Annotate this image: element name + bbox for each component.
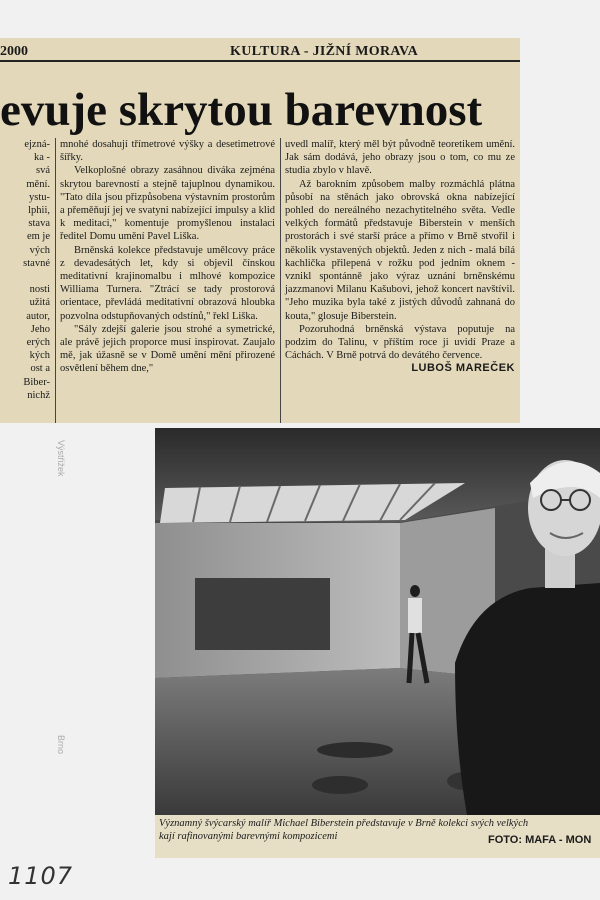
photo-credit: FOTO: MAFA - MON [488, 834, 592, 846]
paragraph: Pozoruhodná brněnská výstava poputuje na podzim do Talinu, v příštím roce ji uvidí Praze a Cáchách. V Brně potrvá do devátého července. [285, 323, 515, 362]
fragment-line: em je [26, 231, 50, 243]
column-divider [280, 138, 281, 423]
article-body [0, 138, 520, 423]
header-rule [0, 60, 520, 62]
fragment-line: nosti [29, 284, 50, 296]
fragment-line: ost a [30, 363, 50, 375]
author-byline: LUBOŠ MAREČEK [411, 362, 515, 375]
article-headline: evuje skrytou barevnost [0, 84, 483, 136]
fragment-line: kých [29, 350, 50, 362]
issue-date: 2000 [0, 44, 28, 59]
archive-stamp: Brno [56, 735, 66, 755]
fragment-line: užitá [29, 297, 50, 309]
fragment-line: lphii, [28, 205, 50, 217]
paragraph: "Sály zdejší galerie jsou strohé a symetrické, ale právě jejich proporce musí inspirovat. Zaujalo mě, jak úžasně se v Domě umění mění přirozené osvětlení během dne," [60, 323, 275, 375]
paragraph: mnohé dosahují třímetrové výšky a desetimetrové šířky. [60, 139, 275, 164]
column-right [285, 138, 515, 376]
paragraph: uvedl malíř, který měl být původně teoretikem umění. Jak sám dodává, jeho obrazy jsou o tom, co mu ze studia zbylo v hlavě. [285, 139, 515, 177]
archive-stamp: Výstřižek [56, 440, 66, 477]
fragment-line: nichž [27, 389, 50, 401]
paragraph: Velkoplošné obrazy zasáhnou diváka zejména skrytou barevností a stejně tajuplnou dynamikou. "Tato díla jsou přizpůsobena výstavním prostorům a přeměňují jej ve svatyni nabízející impulsy a klid k meditaci," komentuje promyšlenou instalaci ředitel Domu umění Pavel Liška. [60, 165, 275, 243]
article-clipping [0, 38, 520, 423]
column-middle [60, 138, 275, 376]
caption-line: kají rafinovanými barevnými kompozicemi [159, 831, 338, 842]
column-divider [55, 138, 56, 423]
handwritten-number: 1107 [8, 862, 74, 890]
fragment-line: vých [29, 244, 50, 256]
fragment-line: ejzná- [24, 139, 50, 150]
fragment-line: stavné [23, 257, 50, 269]
fragment-line: svá [36, 165, 50, 177]
fragment-line: mění. [26, 178, 50, 190]
paragraph: Až barokním způsobem malby rozmáchlá plátna působí na stěnách jako obrovská okna nabízející pohled do nereálného nezachytitelného světa. Vedle velkých formátů představuje Biberstein v menších prostorách i své starší práce a přímo v Brně stvořil i několik vystavených objektů. Jeden z nich - malá bílá kachlička přilepená v rožku pod jedním oknem - vznikl spontánně jako výraz uznání brněnskému jazzmanovi Milanu Kašubovi, jehož koncert navštívil. "Jeho muzika byla také z jistých důvodů zahnaná do kouta," glosuje Biberstein. [285, 178, 515, 322]
fragment-line: ka - [33, 152, 50, 164]
paragraph: Brněnská kolekce představuje umělcovy práce z devadesátých let, kdy si objevil čínskou meditativní krajinomalbu i mlhové kompozice Williama Turnera. "Ztrácí se tady prostorová orientace, převládá meditativní obrazová hloubka pozvolna odstupňovaných odstínů," řekl Liška. [60, 244, 275, 322]
fragment-line: Jeho [30, 323, 50, 335]
caption-line: Významný švýcarský malíř Michael Biberstein představuje v Brně kolekci svých velkých [159, 818, 529, 829]
fragment-line: Biber- [23, 376, 50, 388]
fragment-line: ystu- [29, 191, 50, 203]
column-left-fragment [0, 138, 50, 402]
section-title: KULTURA - JIŽNÍ MORAVA [230, 44, 418, 59]
fragment-line [0, 270, 50, 283]
fragment-line: stava [28, 218, 50, 230]
fragment-line: erých [26, 337, 50, 349]
gallery-photo [155, 428, 600, 815]
fragment-line: autor, [26, 310, 50, 322]
photo-clipping [155, 428, 600, 858]
